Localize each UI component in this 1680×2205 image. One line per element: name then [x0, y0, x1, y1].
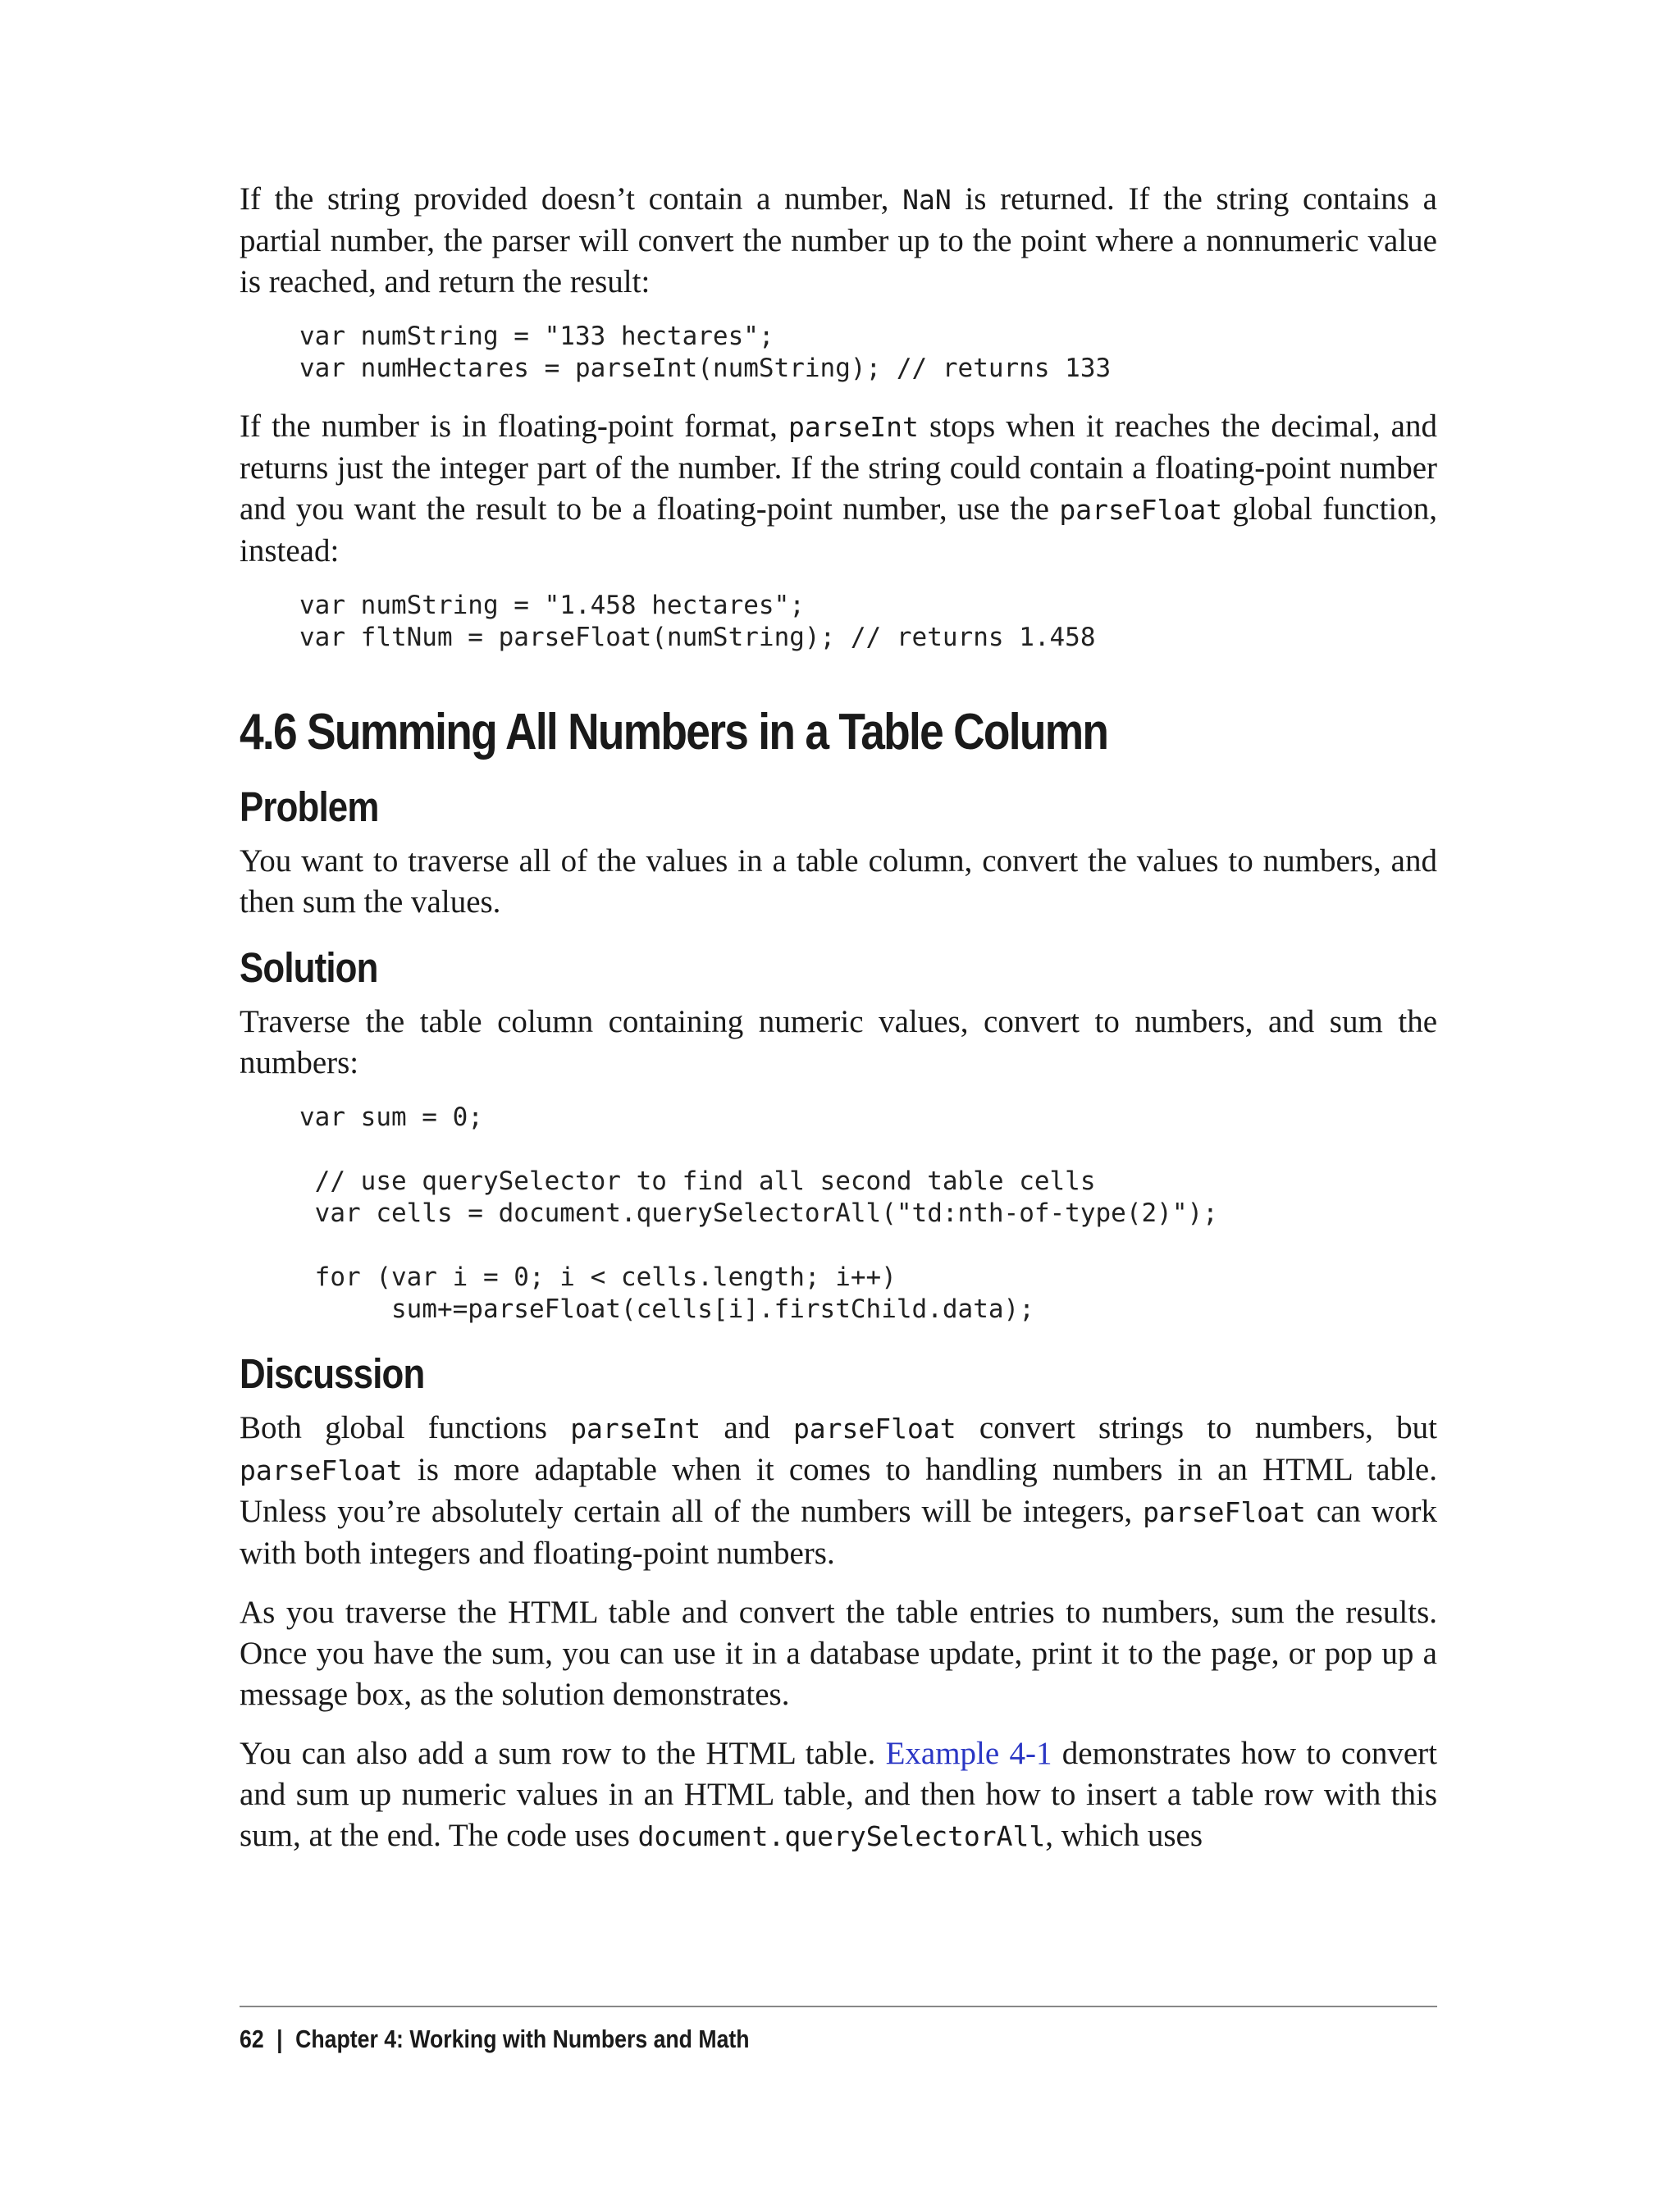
- paragraph-nan: [240, 179, 1437, 303]
- text-span: is more adaptable when it comes to handling numbers in an HTML table. Unless you’re absolutely certain all of the numbers will be integers,: [240, 1452, 1437, 1529]
- page-number: 62: [240, 2025, 264, 2053]
- footer-separator: |: [276, 2025, 283, 2053]
- section-title: 4.6 Summing All Numbers in a Table Column: [240, 704, 1108, 760]
- text-span: You can also add a sum row to the HTML table.: [240, 1736, 886, 1771]
- code-block-parseint: var numString = "133 hectares"; var numHectares = parseInt(numString); // returns 133: [299, 322, 1112, 383]
- text-span: can work with both integers and floating-point numbers.: [240, 1494, 1438, 1571]
- chapter-title: Chapter 4: Working with Numbers and Math: [295, 2025, 750, 2053]
- text-span: convert strings to numbers, but: [956, 1410, 1437, 1445]
- text-span: global function, instead:: [240, 491, 1437, 568]
- discussion-paragraph-1: [240, 1408, 1437, 1574]
- inline-code: parseFloat: [792, 1413, 956, 1445]
- problem-heading: Problem: [240, 783, 379, 830]
- code-block-parsefloat: var numString = "1.458 hectares"; var fltNum = parseFloat(numString); // returns 1.458: [299, 591, 1096, 652]
- text-span: is returned. If the string contains a partial number, the parser will convert the number up to the point where a nonnumeric value is reached, and return the result:: [240, 181, 1437, 299]
- solution-text: Traverse the table column containing numeric values, convert to numbers, and sum the numbers:: [240, 1004, 1437, 1080]
- text-span: demonstrates how to convert and sum up numeric values in an HTML table, and then how to insert a table row with this sum, at the end. The code uses: [240, 1736, 1437, 1853]
- paragraph-floating-point: [240, 406, 1437, 572]
- discussion-heading: Discussion: [240, 1350, 425, 1397]
- inline-code: parseFloat: [1143, 1496, 1306, 1528]
- inline-code: NaN: [902, 184, 952, 216]
- inline-code: parseInt: [788, 411, 919, 443]
- text-span: and: [701, 1410, 793, 1445]
- problem-text: You want to traverse all of the values in a table column, convert the values to numbers, and then sum the values.: [240, 843, 1437, 920]
- text-span: If the string provided doesn’t contain a number,: [240, 181, 903, 217]
- discussion-paragraph-2: As you traverse the HTML table and convert the table entries to numbers, sum the results. Once you have the sum, you can use it in a database update, print it to the page, or pop up a message box, as the solution demonstrates.: [240, 1595, 1437, 1712]
- inline-code: parseFloat: [1059, 494, 1223, 526]
- footer-divider: [240, 2006, 1437, 2007]
- example-4-1-link[interactable]: Example 4-1: [885, 1736, 1052, 1771]
- inline-code: parseFloat: [240, 1454, 403, 1486]
- solution-heading: Solution: [240, 944, 378, 991]
- discussion-paragraph-3: [240, 1733, 1437, 1857]
- page-footer: [240, 2023, 750, 2056]
- text-span: stops when it reaches the decimal, and returns just the integer part of the number. If the string could contain a floating-point number and you want the result to be a floating-point number, use the: [240, 409, 1437, 527]
- text-span: Both global functions: [240, 1410, 571, 1445]
- code-block-solution: var sum = 0; // use querySelector to find all second table cells var cells = document.querySelectorAll("td:nth-of-type(2)"); for (var i = 0; i < cells.length; i++) sum+=parseFloat(cells[i].firstChild.data);: [299, 1102, 1218, 1324]
- inline-code: document.querySelectorAll: [637, 1820, 1046, 1852]
- text-span: , which uses: [1045, 1818, 1203, 1853]
- text-span: If the number is in floating-point format,: [240, 409, 788, 444]
- page-content: [240, 179, 1437, 1875]
- inline-code: parseInt: [570, 1413, 701, 1445]
